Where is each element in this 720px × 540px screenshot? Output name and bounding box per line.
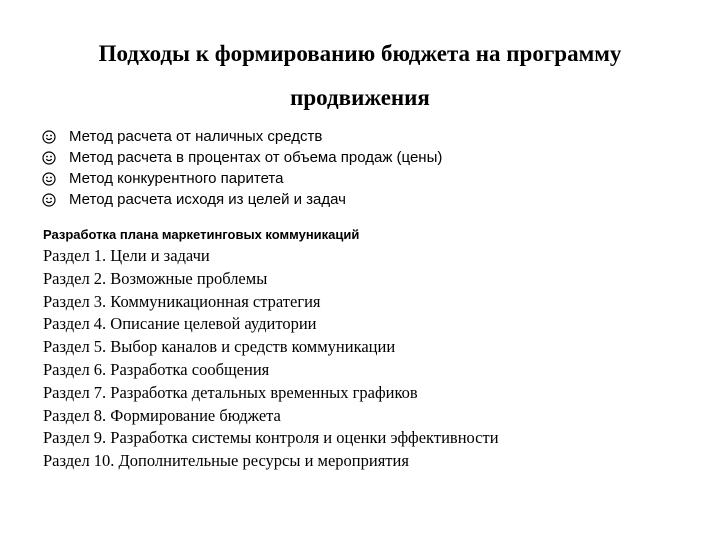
- smiley-bullet-icon: [42, 193, 56, 207]
- approach-label: Метод конкурентного паритета: [69, 170, 284, 187]
- section-item: Раздел 3. Коммуникационная стратегия: [43, 291, 321, 311]
- smiley-bullet-icon: [42, 151, 56, 165]
- approach-label: Метод расчета от наличных средств: [69, 128, 323, 145]
- section-item: Раздел 6. Разработка сообщения: [43, 359, 270, 379]
- slide-title: Подходы к формированию бюджета на программу продвижения: [98, 41, 622, 110]
- list-item: [42, 168, 442, 189]
- approaches-list: [42, 126, 442, 210]
- sections-list: [43, 245, 499, 473]
- list-item: [42, 189, 442, 210]
- plan-heading: Разработка плана маркетинговых коммуникаций: [43, 227, 360, 242]
- section-item: Раздел 8. Формирование бюджета: [43, 405, 281, 425]
- section-item: Раздел 10. Дополнительные ресурсы и мероприятия: [43, 451, 409, 471]
- approach-label: Метод расчета исходя из целей и задач: [69, 191, 346, 208]
- section-item: Раздел 1. Цели и задачи: [43, 246, 210, 265]
- approach-label: Метод расчета в процентах от объема продаж (цены): [69, 149, 443, 166]
- list-item: [42, 126, 442, 147]
- smiley-bullet-icon: [42, 172, 56, 186]
- section-item: Раздел 7. Разработка детальных временных графиков: [43, 382, 418, 402]
- section-item: Раздел 9. Разработка системы контроля и оценки эффективности: [43, 428, 499, 448]
- section-item: Раздел 2. Возможные проблемы: [43, 268, 268, 288]
- section-item: Раздел 5. Выбор каналов и средств коммуникации: [43, 337, 396, 357]
- section-item: Раздел 4. Описание целевой аудитории: [43, 314, 317, 334]
- list-item: [42, 147, 442, 168]
- smiley-bullet-icon: [42, 130, 56, 144]
